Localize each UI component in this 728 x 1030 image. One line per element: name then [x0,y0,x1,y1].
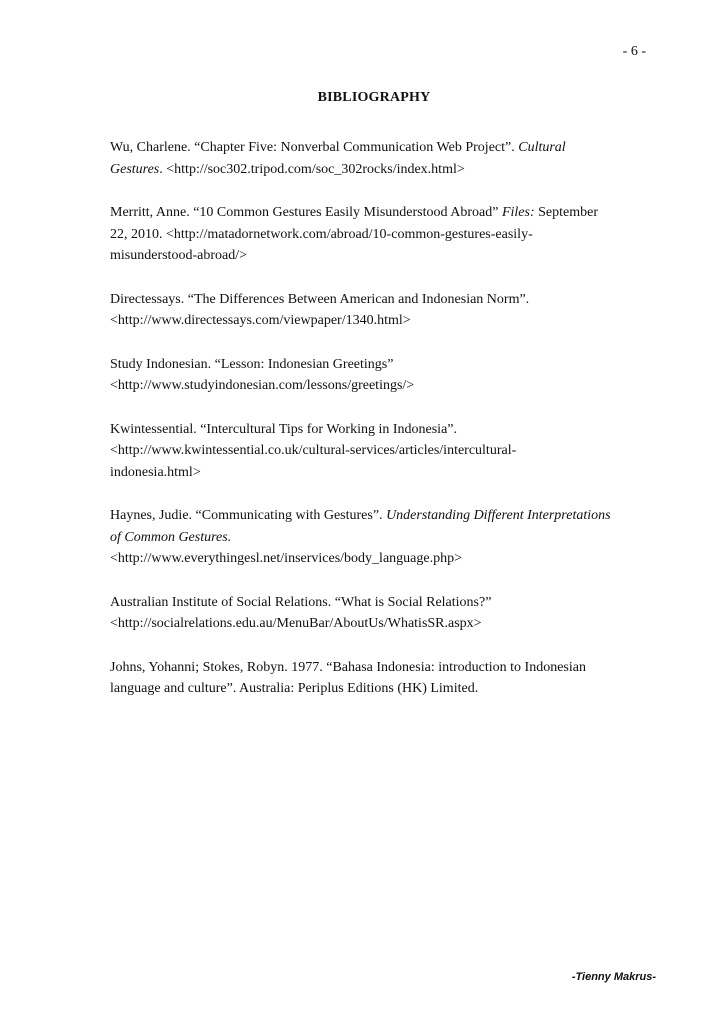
entry-line [110,419,645,441]
footer-author: -Tienny Makrus- [571,971,656,983]
entry-line [110,548,645,570]
bibliography-entry [110,289,645,332]
entry-text: indonesia.html> [110,464,201,480]
bibliography-list [110,137,645,722]
entry-text: misunderstood-abroad/> [110,248,247,263]
entry-line [110,527,645,549]
entry-line [110,137,645,159]
entry-italic-text: Files: [501,205,535,220]
entry-text: Study Indonesian. “Lesson: Indonesian Greetings” [110,356,394,372]
entry-text: Australian Institute of Social Relations. “What is Social Relations?” [110,594,492,610]
entry-line [110,289,645,311]
entry-line [110,613,645,635]
entry-line [110,462,645,484]
entry-text: <http://www.kwintessential.co.uk/cultural-services/articles/intercultural- [110,443,517,458]
entry-text: Directessays. “The Differences Between American and Indonesian Norm”. [110,291,530,307]
entry-line [110,224,645,246]
entry-line [110,592,645,614]
bibliography-entry [110,354,645,397]
bibliography-entry [110,657,645,700]
entry-text: Haynes, Judie. “Communicating with Gestures”. [110,508,387,523]
entry-text: . <http://soc302.tripod.com/soc_302rocks/index.html> [159,161,465,177]
bibliography-entry [110,505,645,570]
page-number: - 6 - [622,44,646,59]
bibliography-entry [110,419,645,484]
entry-line [110,657,645,679]
entry-line [110,202,645,224]
entry-text: <http://www.everythingesl.net/inservices/body_language.php> [110,551,462,566]
entry-text: <http://www.studyindonesian.com/lessons/greetings/> [110,378,415,393]
entry-text: Johns, Yohanni; Stokes, Robyn. 1977. “Bahasa Indonesia: introduction to Indonesian [110,659,586,675]
entry-line [110,245,645,267]
bibliography-entry [110,202,645,267]
entry-text: 22, 2010. <http://matadornetwork.com/abroad/10-common-gestures-easily- [110,226,533,242]
entry-text: Merritt, Anne. “10 Common Gestures Easily Misunderstood Abroad” [110,205,502,220]
entry-text: September [534,205,598,220]
entry-italic-text: Gestures [110,161,160,177]
entry-italic-text: of Common Gestures. [110,529,232,545]
entry-text: Wu, Charlene. “Chapter Five: Nonverbal Communication Web Project”. [110,140,519,155]
entry-text: <http://socialrelations.edu.au/MenuBar/AboutUs/WhatisSR.aspx> [110,616,482,631]
page-title: BIBLIOGRAPHY [317,90,431,105]
entry-line [110,159,645,181]
entry-text: language and culture”. Australia: Periplus Editions (HK) Limited. [110,681,479,696]
bibliography-entry [110,137,645,180]
entry-line [110,505,645,527]
entry-line [110,354,645,376]
entry-line [110,678,645,700]
entry-line [110,375,645,397]
entry-italic-text: Understanding Different Interpretations [386,508,611,523]
entry-line [110,310,645,332]
entry-text: Kwintessential. “Intercultural Tips for Working in Indonesia”. [110,421,457,437]
bibliography-entry [110,592,645,635]
entry-italic-text: Cultural [518,140,566,155]
entry-text: <http://www.directessays.com/viewpaper/1340.html> [110,313,411,328]
entry-line [110,440,645,462]
